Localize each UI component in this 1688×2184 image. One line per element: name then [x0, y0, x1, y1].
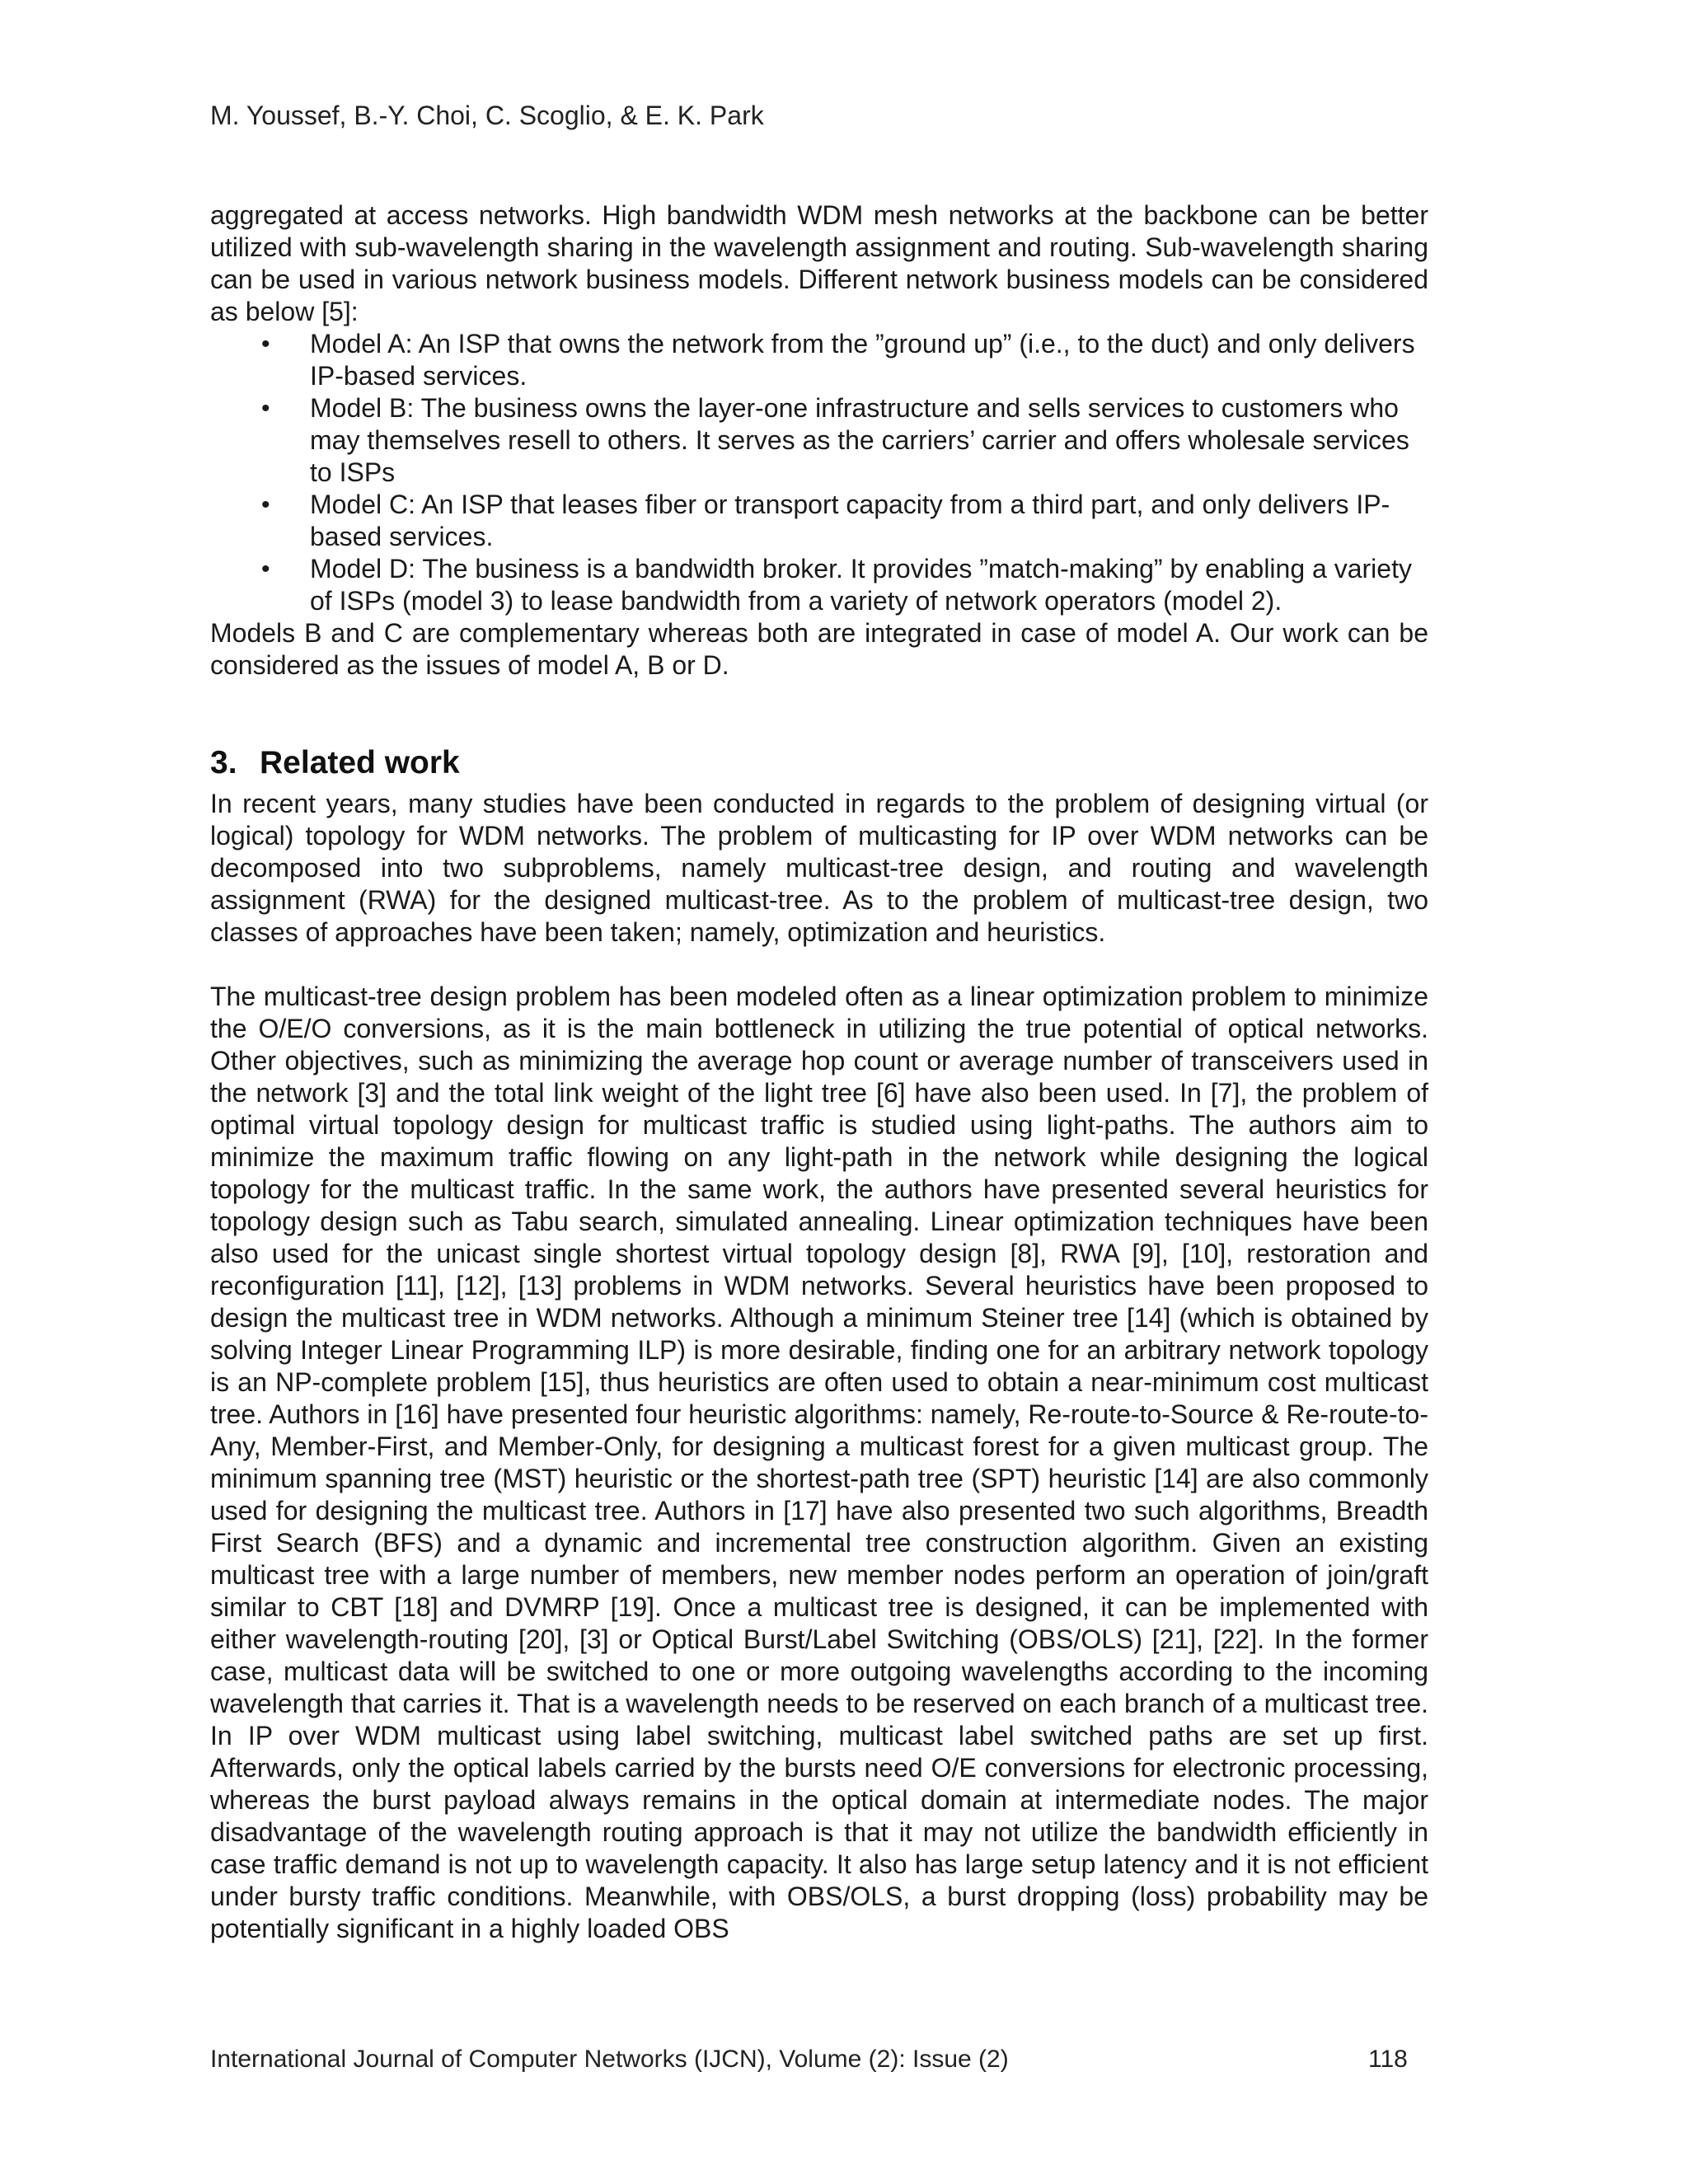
page-body: [210, 199, 1428, 1945]
business-model-list: [210, 328, 1428, 617]
section-number: 3.: [210, 745, 237, 780]
bullet-icon: •: [261, 491, 270, 518]
intro-paragraph: aggregated at access networks. High bandwidth WDM mesh networks at the backbone can be better utilized with sub-wavelength sharing in the wavelength assignment and routing. Sub-wavelength sharing can be used in various network business models. Different network business models can be considered as below [5]:: [210, 200, 1428, 326]
related-work-paragraph-1: In recent years, many studies have been conducted in regards to the problem of designing virtual (or logical) topology for WDM networks. The problem of multicasting for IP over WDM networks can be decomposed into two subproblems, namely multicast-tree design, and routing and wavelength assignment (RWA) for the designed multicast-tree. As to the problem of multicast-tree design, two classes of approaches have been taken; namely, optimization and heuristics.: [210, 789, 1428, 947]
section-title: Related work: [260, 745, 460, 780]
page-number: 118: [1368, 2046, 1408, 2073]
list-item-model-d: [210, 553, 1428, 617]
footer-journal: International Journal of Computer Networks (IJCN), Volume (2): Issue (2): [210, 2046, 1009, 2073]
list-item-model-a: [210, 328, 1428, 392]
list-item-model-c: [210, 489, 1428, 553]
bullet-icon: •: [261, 555, 270, 583]
list-item-text: Model D: The business is a bandwidth broker. It provides ”match-making” by enabling a variety of ISPs (model 3) to lease bandwidth from a variety of network operators (model 2).: [310, 554, 1412, 616]
bullet-icon: •: [261, 395, 270, 422]
list-item-text: Model A: An ISP that owns the network from the ”ground up” (i.e., to the duct) and only delivers IP-based services.: [310, 329, 1415, 391]
list-item-text: Model B: The business owns the layer-one infrastructure and sells services to customers who may themselves resell to others. It serves as the carriers’ carrier and offers wholesale services to ISPs: [310, 393, 1409, 487]
list-item-model-b: [210, 392, 1428, 489]
list-item-text: Model C: An ISP that leases fiber or transport capacity from a third part, and only delivers IP-based services.: [310, 490, 1390, 551]
related-work-paragraph-2: The multicast-tree design problem has been modeled often as a linear optimization problem to minimize the O/E/O conversions, as it is the main bottleneck in utilizing the true potential of optical networks. Other objectives, such as minimizing the average hop count or average number of transceivers used in the network [3] and the total link weight of the light tree [6] have also been used. In [7], the problem of optimal virtual topology design for multicast traffic is studied using light-paths. The authors aim to minimize the maximum traffic flowing on any light-path in the network while designing the logical topology for the multicast traffic. In the same work, the authors have presented several heuristics for topology design such as Tabu search, simulated annealing. Linear optimization techniques have been also used for the unicast single shortest virtual topology design [8], RWA [9], [10], restoration and reconfiguration [11], [12], [13] problems in WDM networks. Several heuristics have been proposed to design the multicast tree in WDM networks. Although a minimum Steiner tree [14] (which is obtained by solving Integer Linear Programming ILP) is more desirable, finding one for an arbitrary network topology is an NP-complete problem [15], thus heuristics are often used to obtain a near-minimum cost multicast tree. Authors in [16] have presented four heuristic algorithms: namely, Re-route-to-Source & Re-route-to-Any, Member-First, and Member-Only, for designing a multicast forest for a given multicast group. The minimum spanning tree (MST) heuristic or the shortest-path tree (SPT) heuristic [14] are also commonly used for designing the multicast tree. Authors in [17] have also presented two such algorithms, Breadth First Search (BFS) and a dynamic and incremental tree construction algorithm. Given an existing multicast tree with a large number of members, new member nodes perform an operation of join/graft similar to CBT [18] and DVMRP [19]. Once a multicast tree is designed, it can be implemented with either wavelength-routing [20], [3] or Optical Burst/Label Switching (OBS/OLS) [21], [22]. In the former case, multicast data will be switched to one or more outgoing wavelengths according to the incoming wavelength that carries it. That is a wavelength needs to be reserved on each branch of a multicast tree. In IP over WDM multicast using label switching, multicast label switched paths are set up first. Afterwards, only the optical labels carried by the bursts need O/E conversions for electronic processing, whereas the burst payload always remains in the optical domain at intermediate nodes. The major disadvantage of the wavelength routing approach is that it may not utilize the bandwidth efficiently in case traffic demand is not up to wavelength capacity. It also has large setup latency and it is not efficient under bursty traffic conditions. Meanwhile, with OBS/OLS, a burst dropping (loss) probability may be potentially significant in a highly loaded OBS: [210, 982, 1428, 1943]
intro-closing-paragraph: Models B and C are complementary whereas both are integrated in case of model A. Our work can be considered as the issues of model A, B or D.: [210, 618, 1428, 680]
running-head-authors: M. Youssef, B.-Y. Choi, C. Scoglio, & E. K. Park: [210, 101, 764, 130]
section-heading: [210, 743, 1428, 783]
bullet-icon: •: [261, 330, 270, 358]
